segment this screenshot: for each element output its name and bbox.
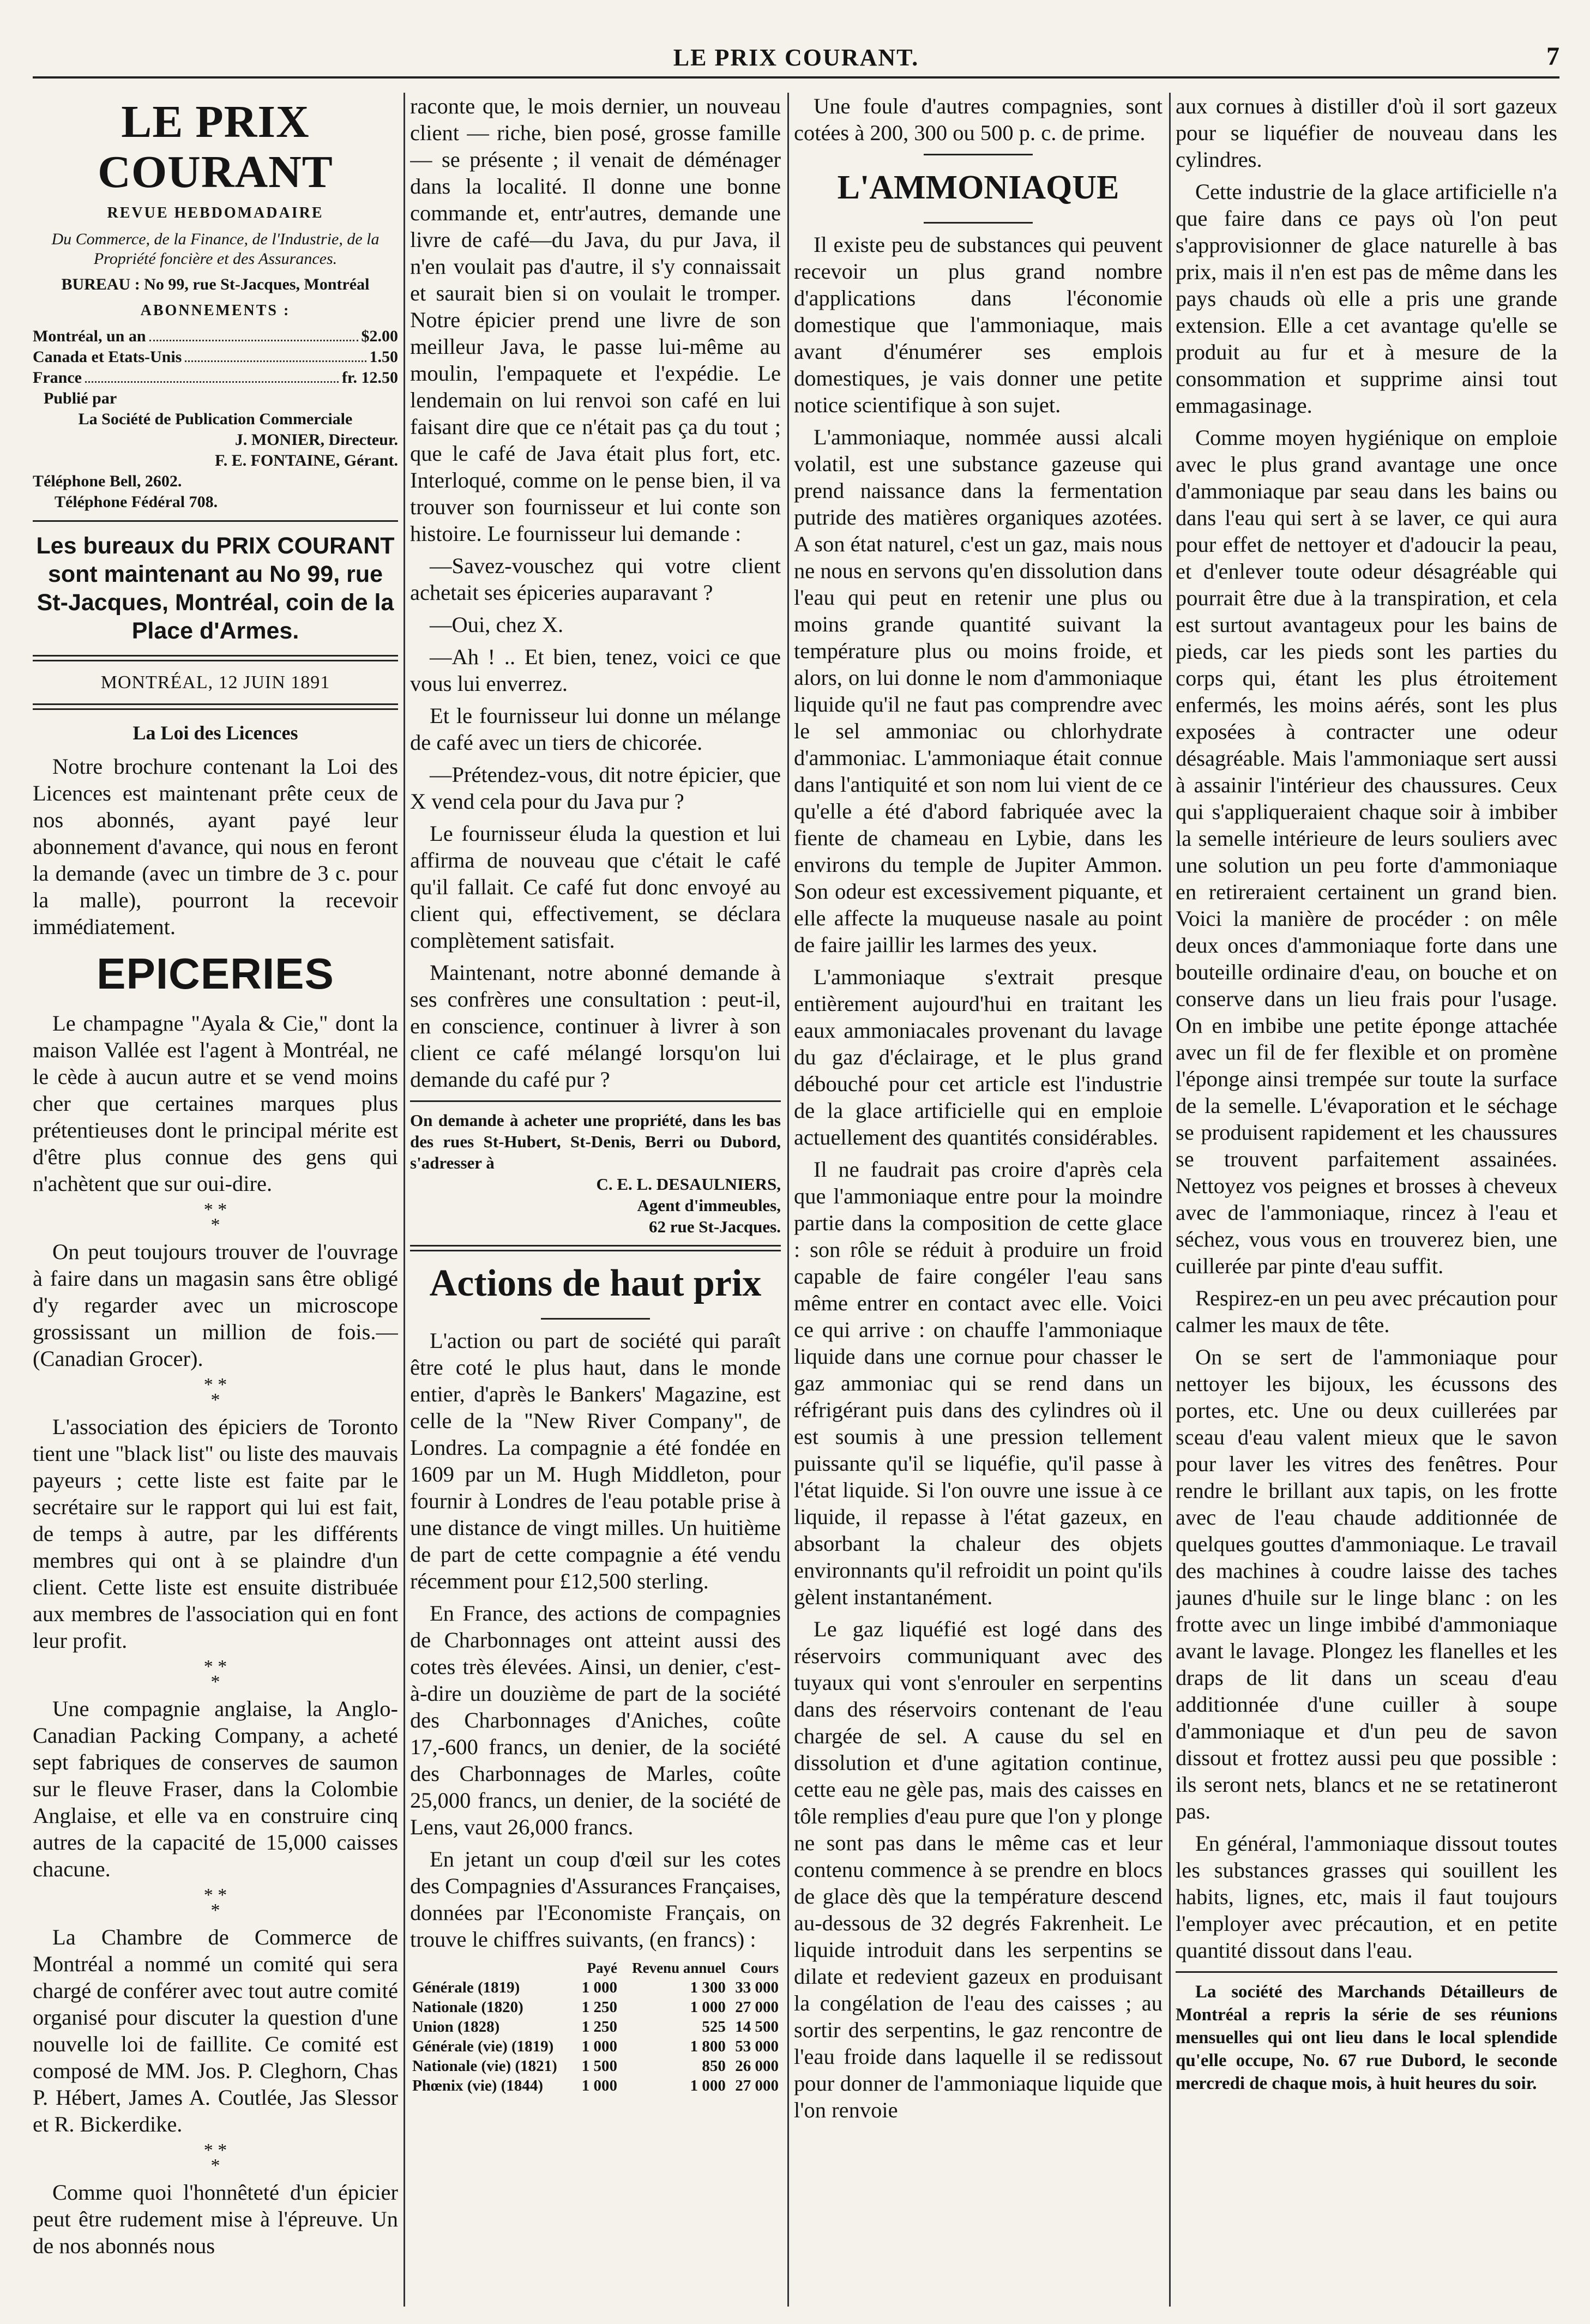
masthead-subtitle: REVUE HEBDOMADAIRE [107, 204, 324, 221]
bureau-address: BUREAU : No 99, rue St-Jacques, Montréal [61, 275, 370, 293]
article-paragraph: Une compagnie anglaise, la Anglo-Canadian Packing Company, a acheté sept fabriques de conserves de saumon sur le fleuve Fraser, dans la Colombie Anglaise, et elle va en construire cinq autres de la capacité de 15,000 caisses chacune. [33, 1696, 398, 1881]
divider [924, 222, 1033, 224]
classified-ad-role: Agent d'immeubles, [637, 1196, 781, 1215]
article-paragraph: Une foule d'autres compagnies, sont cotées à 200, 300 ou 500 p. c. de prime. [794, 94, 1163, 145]
divider [1176, 1971, 1557, 1973]
column-header: Revenu annuel [632, 1960, 726, 1976]
dialogue-line: —Oui, chez X. [430, 612, 564, 637]
article-paragraph: aux cornues à distiller d'où il sort gazeux pour se liquéfier de nouveau dans les cylindres. [1176, 94, 1557, 172]
table-row: Générale (vie) (1819) 1 000 1 800 53 000 [412, 2038, 779, 2055]
article-paragraph: Le champagne "Ayala & Cie," dont la maison Vallée est l'agent à Montréal, ne le cède à aucun autre et se vend moins cher que certaines marques plus prétentieuses dont le principal mérite est d'être plus connue des gens qui n'achètent que sur oui-dire. [33, 1011, 398, 1196]
article-paragraph: L'action ou part de société qui paraît être coté le plus haut, dans le monde entier, d'après le Bankers' Magazine, est celle de la "New River Company", de Londres. La compagnie a été fondée en 1609 par un M. Hugh Middleton, pour fournir à Londres de l'eau potable prise à une distance de vingt milles. Un huitième de part de cette compagnie a été vendu récemment pour £12,500 sterling. [410, 1328, 781, 1593]
page-number: 7 [1546, 42, 1559, 71]
manager: F. E. FONTAINE, Gérant. [215, 451, 398, 469]
licences-heading: La Loi des Licences [132, 722, 298, 744]
table-row: Union (1828) 1 250 525 14 500 [412, 2018, 779, 2036]
article-paragraph: Le gaz liquéfié est logé dans des réservoirs communiquant avec des tuyaux qui vont s'enrouler en serpentins dans des réservoirs contenant de l'eau chargée de sel. A cause du sel en dissolution et d'une agitation continue, cette eau ne gèle pas, mais des caisses en tôle remplies d'eau pure que l'on y plonge ne sont pas dans le même cas et leur contenu commence à se prendre en blocs de glace dès que la température descend au-dessous de 32 degrés Fakrenheit. Le liquide introduit dans les serpentins se dilate et redevient gazeux en produisant la congélation de l'eau des caisses ; au sortir des serpentins, le gaz rencontre de l'eau froide dans laquelle il se redissout pour donner de l'ammoniaque liquide que l'on renvoie [794, 1617, 1163, 2122]
table-row: Générale (1819) 1 000 1 300 33 000 [412, 1979, 779, 1996]
masthead-title: LE PRIX COURANT [98, 97, 333, 197]
ammoniaque-heading: L'AMMONIAQUE [837, 169, 1119, 206]
article-paragraph: Cette industrie de la glace artificielle n'a que faire dans ce pays où l'on peut s'approvisionner de glace naturelle à bas prix, mais il n'en est pas de même dans les pays chauds où elle a pris une grande extension. Elle a cet avantage qu'elle se produit au fur et à mesure de la consommation et supprime ainsi tout emmagasinage. [1176, 179, 1557, 418]
article-paragraph: On peut toujours trouver de l'ouvrage à faire dans un magasin sans être obligé d'y regarder avec un microscope grossissant un million de fois.—(Canadian Grocer). [33, 1239, 398, 1371]
dateline: MONTRÉAL, 12 JUIN 1891 [100, 672, 330, 693]
article-paragraph: Il ne faudrait pas croire d'après cela que l'ammoniaque entre pour la moindre partie dans la composition de cette glace : son rôle se réduit à produire un froid capable de faire congéler l'eau sans même entrer en contact avec elle. Voici ce qui arrive : on chauffe l'ammoniaque liquide dans une cornue pour chasser le gaz ammoniac qui se rend dans un réfrigérant puis dans des cylindres où il est soumis à une pression tellement puissante qu'il se liquéfie, qu'il passe à l'état liquide. Si l'on ouvre une issue à ce liquide, il repasse à l'état gazeux, en absorbant la chaleur des objets environnants qu'il refroidit un point qu'ils gèlent instantanément. [794, 1157, 1163, 1609]
article-paragraph: En jetant un coup d'œil sur les cotes des Compagnies d'Assurances Françaises, données par l'Economiste Français, on trouve le chiffres suivants, (en francs) : [410, 1847, 781, 1952]
article-paragraph: En France, des actions de compagnies de Charbonnages ont atteint aussi des cotes très élevées. Ainsi, un denier, c'est-à-dire un douzième de part de la société des Charbonnages d'Aniches, coûte 17,-600 francs, un denier, de la société des Charbonnages de Marles, coûte 25,000 francs, un denier, de la société de Lens, vaut 26,000 francs. [410, 1601, 781, 1839]
separator-stars: * * * [203, 1200, 227, 1235]
divider [541, 1318, 650, 1320]
separator-stars: * * * [203, 1657, 227, 1692]
article-paragraph: Respirez-en un peu avec précaution pour calmer les maux de tête. [1176, 1286, 1557, 1337]
insurance-table [410, 1958, 781, 2096]
subscriptions-label: ABONNEMENTS : [140, 302, 291, 319]
column-header: Payé [587, 1960, 617, 1976]
licences-text: Notre brochure contenant la Loi des Licences est maintenant prête ceux de nos abonnés, ayant payé leur abonnement d'avance, qui nous en feront la demande (avec un timbre de 3 c. pour la malle), pourront la recevoir immédiatement. [33, 754, 398, 939]
table-row: Phœnix (vie) (1844) 1 000 1 000 27 000 [412, 2077, 779, 2094]
classified-ad-address: 62 rue St-Jacques. [649, 1217, 781, 1236]
dialogue-line: —Prétendez-vous, dit notre épicier, que X vend cela pour du Java pur ? [410, 762, 781, 814]
dialogue-line: —Savez-vouschez qui votre client achetait ses épiceries auparavant ? [410, 553, 781, 605]
column-3 [794, 93, 1163, 2307]
article-paragraph: En général, l'ammoniaque dissout toutes les substances grasses qui souillent les habits, lignes, etc, mais il faut toujours l'employer avec précaution, et en petite quantité dissout dans l'eau. [1176, 1831, 1557, 1962]
phone-federal: Téléphone Fédéral 708. [55, 493, 218, 511]
column-1 [33, 93, 398, 2307]
divider [924, 154, 1033, 155]
article-paragraph: L'ammoniaque s'extrait presque entièrement aujourd'hui en traitant les eaux ammoniacales provenant du lavage du gaz d'éclairage, et le plus grand débouché pour cet article est l'industrie de la glace artificielle qui en emploie actuellement des quantités considérables. [794, 965, 1163, 1149]
column-rule [787, 93, 789, 2307]
publisher-name: La Société de Publication Commerciale [78, 410, 353, 428]
table-row: Nationale (vie) (1821) 1 500 850 26 000 [412, 2057, 779, 2075]
divider [33, 520, 398, 522]
divider [33, 703, 398, 710]
classified-ad-name: C. E. L. DESAULNIERS, [596, 1175, 781, 1194]
director: J. MONIER, Directeur. [234, 431, 398, 449]
article-paragraph: L'ammoniaque, nommée aussi alcali volatil, est une substance gazeuse qui prend naissance dans la fermentation putride des matières organiques azotées. A son état naturel, c'est un gaz, mais nous ne nous en servons qu'en dissolution dans l'eau qui peut en retenir une plus ou moins grande quantité suivant la température plus ou moins froide, et alors, on lui donne le nom d'ammoniaque liquide qu'il ne faut pas comprendre avec le sel ammoniac ou chlorhydrate d'ammoniac. L'ammoniaque était connue dans l'antiquité et son nom lui vient de ce qu'elle a été d'abord fabriquée avec la fiente de chameau en Lybie, dans les environs du temple de Jupiter Ammon. Son odeur est excessivement piquante, et elle affecte la muqueuse nasale au point de faire jaillir les larmes des yeux. [794, 425, 1163, 957]
article-paragraph: Le fournisseur éluda la question et lui affirma de nouveau que c'était le café qu'il fallait. Ce café fut donc envoyé au client qui, effectivement, se déclara complètement satisfait. [410, 821, 781, 953]
article-paragraph: L'association des épiciers de Toronto tient une "black list" ou liste des mauvais payeurs ; cette liste est faite par le secrétaire sur le rapport qui lui est fait, de temps à autre, par les différents membres qui ont à se plaindre d'un client. Cette liste est ensuite distribuée aux membres de l'association qui en font leur profit. [33, 1414, 398, 1653]
column-rule [403, 93, 405, 2307]
article-paragraph: Et le fournisseur lui donne un mélange de café avec un tiers de chicorée. [410, 703, 781, 755]
classified-ad-text: On demande à acheter une propriété, dans les bas des rues St-Hubert, St-Denis, Berri ou Dubord, s'adresser à [410, 1111, 781, 1172]
article-paragraph: Comme moyen hygiénique on emploie avec le plus grand avantage une once d'ammoniaque par seau dans les bains ou dans l'eau qui sert à se laver, ce qui aura pour effet de nettoyer et d'adoucir la peau, et d'enlever toute odeur désagréable qui pourrait être due à la transpiration, et cela est surtout avantageux pour les bains de pieds, car les pieds sont les parties du corps qui, étant les plus étroitement enfermés, les moins aérés, sont les plus exposées à contracter une odeur désagréable. Mais l'ammoniaque sert aussi à assainir l'intérieur des chaussures. Ceux qui s'appliqueraient chaque soir à imbiber la semelle intérieure de leurs souliers avec une solution un peu forte d'ammoniaque en retireraient certainent un grand bien. Voici la manière de procéder : on mêle deux onces d'ammoniaque forte dans une bouteille ordinaire d'eau, on bouche et on conserve dans un lieu frais pour l'usage. On en imbibe une petite éponge attachée avec un fil de fer flexible et on promène l'éponge ainsi trempée sur toute la surface de la semelle. L'évaporation et le séchage se produisent rapidement et les chaussures se trouvent parfaitement assainées. Nettoyez vos peignes et brosses à cheveux avec de l'ammoniaque, rincez à l'eau et séchez, vous vous en trouverez bien, une cuillerée par pinte d'eau suffit. [1176, 425, 1557, 1278]
table-row: Nationale (1820) 1 250 1 000 27 000 [412, 1998, 779, 2016]
divider [33, 655, 398, 661]
rate-row: Canada et Etats-Unis 1.50 [33, 348, 398, 366]
epiceries-heading: EPICERIES [97, 949, 334, 998]
separator-stars: * * * [203, 2140, 227, 2176]
separator-stars: * * * [203, 1885, 227, 1920]
rate-row: Montréal, un an $2.00 [33, 327, 398, 345]
article-paragraph: raconte que, le mois dernier, un nouveau client — riche, bien posé, grosse famille — se présente ; il venait de déménager dans la localité. Il donne une bonne commande et, entr'autres, demande une livre de café—du Java, du pur Java, il n'en voulait pas d'autre, il s'y connaissait et saurait bien si on voulait le tromper. Notre épicier prend une livre de son meilleur Java, le passe lui-même au moulin, l'empaquete et l'expédie. Le lendemain on lui renvoi son café en lui faisant dire que ce n'était pas ça du tout ; que le café de Java était plus fort, etc. Interloqué, comme on le pense bien, il va trouver son fournisseur et lui conte son histoire. Le fournisseur lui demande : [410, 94, 781, 546]
column-4 [1176, 93, 1557, 2307]
masthead-description: Du Commerce, de la Finance, de l'Industrie, de la Propriété foncière et des Assurances. [51, 230, 380, 268]
publisher-label: Publié par [44, 389, 117, 407]
running-title: LE PRIX COURANT. [673, 44, 919, 71]
running-header [33, 38, 1559, 79]
column-rule [1169, 93, 1171, 2307]
article-paragraph: Maintenant, notre abonné demande à ses confrères une consultation : peut-il, en conscience, continuer à livrer à son client ce café mélangé lorsqu'on lui demande du café pur ? [410, 960, 781, 1092]
article-paragraph: Comme quoi l'honnêteté d'un épicier peut être rudement mise à l'épreuve. Un de nos abonnés nous [33, 2180, 398, 2258]
rate-row: France fr. 12.50 [33, 369, 398, 387]
office-notice: Les bureaux du PRIX COURANT sont maintenant au No 99, rue St-Jacques, Montréal, coin de la Place d'Armes. [36, 533, 395, 644]
table-header-row [410, 1958, 781, 1978]
society-notice: La société des Marchands Détailleurs de Montréal a repris la série de ses réunions mensuelles qui ont lieu dans le local splendide qu'elle occupe, No. 67 rue Dubord, le seconde mercredi de chaque mois, à huit heures du soir. [1176, 1982, 1557, 2093]
column-2 [410, 93, 781, 2307]
article-paragraph: Il existe peu de substances qui peuvent recevoir un plus grand nombre d'applications dans l'économie domestique que l'ammoniaque, mais avant d'énumérer ses emplois domestiques, je vais donner une petite notice scientifique à son sujet. [794, 232, 1163, 417]
phone-bell: Téléphone Bell, 2602. [33, 472, 182, 490]
divider [410, 1245, 781, 1251]
article-paragraph: On se sert de l'ammoniaque pour nettoyer les bijoux, les écussons des portes, etc. Une ou deux cuillerées par sceau d'eau valent mieux que le savon pour laver les vitres des fenêtres. Pour rendre le brillant aux tapis, on les frotte avec de l'eau chaude additionnée de quelques gouttes d'ammoniaque. Le travail des machines à coudre laisse des taches jaunes d'huile sur le linge blanc : on les frotte avec un linge imbibé d'ammoniaque avant le lavage. Plongez les flanelles et les draps de lit dans un sceau d'eau additionnée d'une cuiller à soupe d'ammoniaque et d'un peu de savon dissout et frottez aussi peu que possible : ils seront nets, blancs et ne se retatineront pas. [1176, 1345, 1557, 1823]
divider [410, 1100, 781, 1102]
separator-stars: * * * [203, 1375, 227, 1410]
column-header: Cours [740, 1960, 779, 1976]
dialogue-line: —Ah ! .. Et bien, tenez, voici ce que vous lui enverrez. [410, 645, 781, 696]
article-paragraph: La Chambre de Commerce de Montréal a nommé un comité qui sera chargé de conférer avec tout autre comité organisé pour discuter la question d'une nouvelle loi de faillite. Ce comité est composé de MM. Jos. P. Cleghorn, Chas P. Hébert, James A. Coutlée, Jas Slessor et R. Bickerdike. [33, 1925, 398, 2136]
actions-heading: Actions de haut prix [429, 1262, 762, 1304]
